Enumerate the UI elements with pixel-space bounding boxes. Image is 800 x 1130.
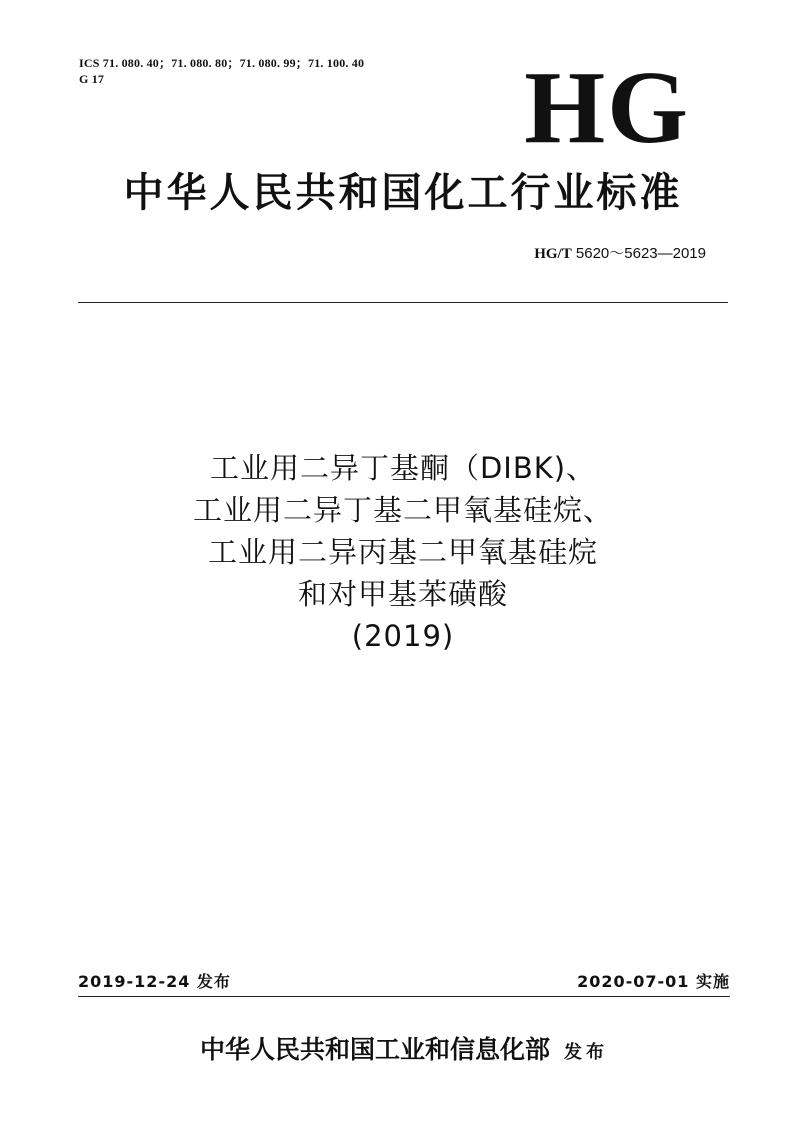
publisher-name: 中华人民共和国工业和信息化部: [199, 1035, 550, 1064]
publisher: [78, 1034, 730, 1069]
top-divider: [78, 302, 728, 303]
standard-title: 中华人民共和国化工行业标准: [123, 169, 683, 216]
issue-date: 2019-12-24 发布: [78, 972, 231, 991]
standard-number-value: 5620～5623—2019: [571, 245, 706, 262]
standard-number-prefix: HG/T: [534, 246, 572, 262]
document-title-line: 工业用二异丙基二甲氧基硅烷: [207, 535, 598, 569]
standard-number: [534, 244, 706, 264]
document-title-line: 工业用二异丁基酮（DIBK)、: [209, 451, 597, 485]
publisher-suffix: 发布: [564, 1042, 608, 1063]
document-title-line: 和对甲基苯磺酸: [297, 577, 508, 611]
bottom-divider: [78, 996, 730, 997]
ics-code: ICS 71. 080. 40；71. 080. 80；71. 080. 99；71. 100. 40: [79, 56, 365, 70]
ccs-code: G 17: [79, 72, 105, 86]
document-title-line: 工业用二异丁基二甲氧基硅烷、: [192, 493, 613, 527]
hg-logo: HG: [524, 50, 690, 165]
document-title-year: (2019): [351, 619, 455, 653]
classification-codes: [79, 55, 364, 87]
dates-row: [78, 970, 730, 994]
effective-date: 2020-07-01 实施: [577, 972, 730, 991]
document-title: [78, 447, 728, 657]
